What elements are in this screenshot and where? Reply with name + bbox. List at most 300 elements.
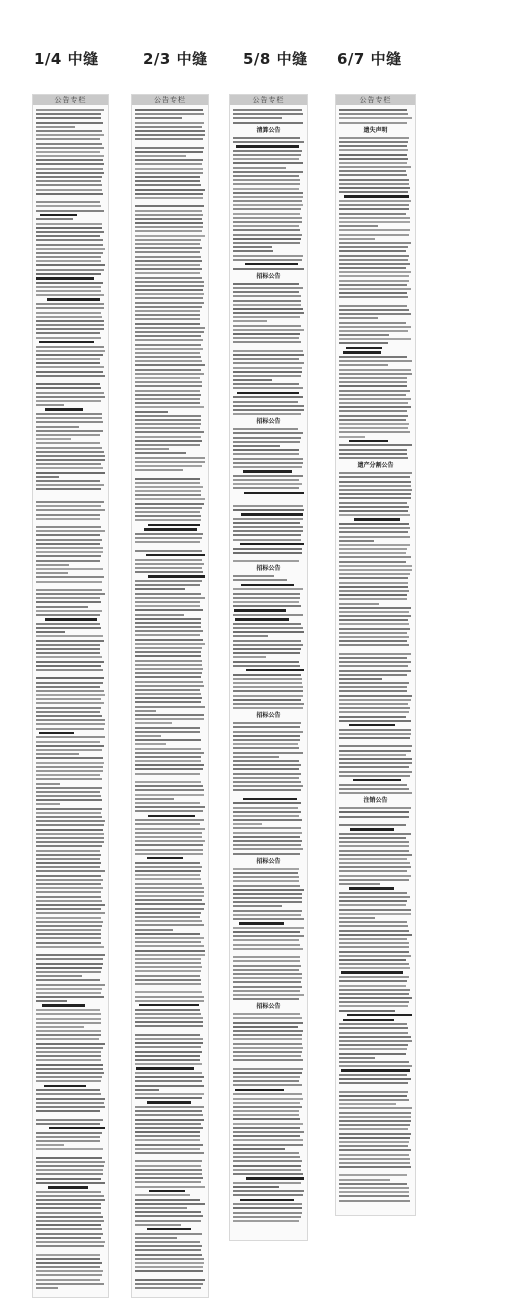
text-line <box>36 925 102 927</box>
text-line <box>135 1051 202 1053</box>
text-line <box>339 875 411 877</box>
text-line <box>233 893 302 895</box>
text-line <box>233 605 301 607</box>
text-line <box>233 631 304 633</box>
text-line <box>135 609 203 611</box>
text-line <box>36 1249 105 1251</box>
text-line <box>233 944 300 946</box>
text-line <box>45 618 97 621</box>
text-line <box>135 339 203 341</box>
text-line <box>144 528 197 531</box>
text-line <box>339 678 382 680</box>
text-line <box>233 1139 303 1141</box>
text-line <box>339 540 374 542</box>
text-line <box>135 802 200 804</box>
text-line <box>42 1004 85 1007</box>
text-line <box>36 117 101 119</box>
text-line <box>36 543 100 545</box>
text-line <box>135 406 204 408</box>
text-line <box>135 1274 205 1276</box>
text-line <box>233 868 299 870</box>
text-line <box>36 205 101 207</box>
text-line <box>36 294 104 296</box>
text-line <box>36 231 104 233</box>
text-line <box>135 887 204 889</box>
text-line <box>346 347 383 350</box>
text-line <box>36 669 103 671</box>
text-line <box>233 752 303 754</box>
text-line <box>233 500 304 502</box>
text-line <box>233 383 299 385</box>
text-line <box>339 489 412 491</box>
text-line <box>139 1004 199 1007</box>
text-line <box>135 878 201 880</box>
text-line <box>339 1087 412 1089</box>
text-line <box>233 445 280 447</box>
text-line <box>135 415 201 417</box>
text-line <box>339 745 412 747</box>
text-line <box>135 1127 203 1129</box>
text-line <box>233 1051 302 1053</box>
text-line <box>135 444 200 446</box>
text-line <box>135 210 202 212</box>
text-line <box>36 992 101 994</box>
text-line <box>36 967 102 969</box>
text-line <box>339 967 410 969</box>
text-line <box>36 937 101 939</box>
text-line <box>349 724 395 727</box>
text-line <box>135 277 202 279</box>
text-line <box>233 597 300 599</box>
text-line <box>36 539 102 541</box>
text-line <box>36 1119 103 1121</box>
text-line <box>135 966 202 968</box>
text-line <box>36 757 103 759</box>
text-line <box>135 853 203 855</box>
text-line <box>36 218 73 220</box>
text-line <box>339 229 410 231</box>
text-line <box>233 1186 279 1188</box>
text-line <box>36 180 101 182</box>
text-line <box>135 862 200 864</box>
text-line <box>339 741 412 743</box>
text-line <box>36 707 101 709</box>
text-line <box>36 829 103 831</box>
text-line <box>135 402 200 404</box>
text-line <box>135 201 205 203</box>
text-line <box>36 264 105 266</box>
text-line <box>36 896 101 898</box>
text-line <box>135 945 204 947</box>
text-line <box>135 507 202 509</box>
text-line <box>135 109 203 111</box>
text-line <box>135 1106 204 1108</box>
text-line <box>339 242 411 244</box>
text-line <box>339 410 407 412</box>
text-line <box>339 896 410 898</box>
text-line <box>36 430 103 432</box>
text-line <box>135 230 202 232</box>
text-line <box>135 546 205 548</box>
text-line <box>339 296 408 298</box>
text-line <box>36 682 103 684</box>
text-line <box>233 948 303 950</box>
text-line <box>36 1114 105 1116</box>
text-line <box>233 1207 302 1209</box>
text-line <box>339 544 410 546</box>
text-line <box>36 870 105 872</box>
text-line <box>36 1059 101 1061</box>
text-line <box>36 509 105 511</box>
text-line <box>135 970 201 972</box>
text-line <box>339 636 409 638</box>
text-line <box>135 1249 201 1251</box>
text-line <box>135 836 202 838</box>
text-line <box>135 718 204 720</box>
text-line <box>36 534 100 536</box>
text-line <box>135 172 203 174</box>
text-line <box>339 149 408 151</box>
text-line <box>36 442 100 444</box>
text-line <box>233 1127 300 1129</box>
text-line <box>233 354 304 356</box>
text-line <box>135 785 203 787</box>
text-line <box>339 1200 410 1202</box>
text-line <box>233 601 299 603</box>
text-line <box>135 1215 203 1217</box>
column-banner-3: 公告专栏 <box>230 95 307 105</box>
text-line <box>45 408 83 411</box>
text-line <box>339 377 407 379</box>
text-line <box>233 509 304 511</box>
text-line <box>341 971 403 974</box>
text-line <box>135 281 204 283</box>
text-line <box>36 122 103 124</box>
text-line <box>36 366 104 368</box>
text-line <box>339 807 411 809</box>
text-line <box>233 437 301 439</box>
text-line <box>339 398 411 400</box>
text-line <box>339 476 410 478</box>
text-line <box>233 287 303 289</box>
text-line <box>36 673 105 675</box>
text-line <box>233 441 300 443</box>
text-line <box>233 743 298 745</box>
text-line <box>135 478 200 480</box>
text-line <box>135 448 169 450</box>
text-line <box>233 735 300 737</box>
text-line <box>36 601 101 603</box>
text-line <box>36 854 101 856</box>
text-line <box>233 1026 298 1028</box>
text-line <box>36 392 104 394</box>
text-line <box>339 1141 409 1143</box>
text-line <box>135 189 205 191</box>
text-line <box>40 214 77 217</box>
text-line <box>36 1178 101 1180</box>
text-line <box>233 1123 303 1125</box>
text-line <box>36 467 103 469</box>
text-line <box>135 1072 202 1074</box>
text-line <box>135 486 203 488</box>
text-line <box>233 221 302 223</box>
text-line <box>339 733 411 735</box>
text-line <box>339 145 407 147</box>
text-line <box>339 854 412 856</box>
column-header-2: 2/3 中缝 <box>143 50 208 68</box>
text-line <box>36 576 104 578</box>
text-line <box>135 348 203 350</box>
text-line <box>36 753 79 755</box>
text-line <box>339 431 410 433</box>
text-line <box>135 622 201 624</box>
text-line <box>233 1093 302 1095</box>
text-line <box>135 760 201 762</box>
text-line <box>36 568 103 570</box>
text-line <box>339 1057 375 1059</box>
text-line <box>339 850 409 852</box>
text-line <box>339 845 409 847</box>
text-line <box>339 1183 407 1185</box>
text-line <box>135 143 205 145</box>
text-line <box>233 956 300 958</box>
text-line <box>36 518 100 520</box>
text-line <box>233 652 300 654</box>
text-line <box>344 195 409 198</box>
text-line <box>233 1022 303 1024</box>
text-line <box>36 210 104 212</box>
text-line <box>233 952 304 954</box>
text-line <box>135 764 204 766</box>
text-line <box>36 1072 104 1074</box>
text-line <box>339 921 407 923</box>
text-line <box>135 643 205 645</box>
notice-title: 招标公告 <box>256 418 281 426</box>
text-line <box>135 352 200 354</box>
text-line <box>36 623 100 625</box>
text-line <box>233 1110 299 1112</box>
notice-column-4 <box>335 94 416 1216</box>
text-line <box>36 749 102 751</box>
text-line <box>233 333 300 335</box>
text-line <box>233 994 304 996</box>
text-line <box>233 295 301 297</box>
text-line <box>36 1022 101 1024</box>
text-line <box>135 1211 201 1213</box>
text-line <box>339 1187 409 1189</box>
text-line <box>36 862 101 864</box>
text-line <box>349 440 388 443</box>
text-line <box>233 998 299 1000</box>
text-line <box>233 827 301 829</box>
text-line <box>36 426 79 428</box>
text-line <box>233 1152 299 1154</box>
text-line <box>233 756 279 758</box>
text-line <box>339 1032 408 1034</box>
text-line <box>36 963 103 965</box>
text-line <box>339 820 412 822</box>
text-line <box>135 222 203 224</box>
text-line <box>36 109 104 111</box>
text-line <box>233 793 304 795</box>
text-line <box>135 849 203 851</box>
text-line <box>135 193 203 195</box>
text-line <box>135 168 203 170</box>
text-line <box>36 1245 104 1247</box>
text-line <box>135 1114 203 1116</box>
text-line <box>36 795 101 797</box>
text-line <box>233 150 302 152</box>
text-line <box>135 515 201 517</box>
text-line <box>233 362 304 364</box>
text-line <box>36 1026 84 1028</box>
text-line <box>233 1194 303 1196</box>
text-line <box>339 930 409 932</box>
text-line <box>233 387 303 389</box>
text-line <box>36 606 88 608</box>
text-line <box>339 909 411 911</box>
text-line <box>135 398 200 400</box>
text-line <box>339 1023 407 1025</box>
text-line <box>339 117 412 119</box>
text-line <box>339 682 409 684</box>
text-line <box>233 760 299 762</box>
text-line <box>233 939 299 941</box>
text-line <box>135 1110 202 1112</box>
text-line <box>233 897 302 899</box>
text-line <box>339 811 409 813</box>
text-line <box>233 217 302 219</box>
text-line <box>233 479 299 481</box>
text-line <box>339 1078 411 1080</box>
text-line <box>339 238 375 240</box>
text-line <box>36 252 103 254</box>
text-line <box>36 1199 105 1201</box>
text-line <box>233 905 282 907</box>
notice-column-1 <box>32 94 109 1298</box>
text-line <box>135 739 201 741</box>
text-line <box>36 551 103 553</box>
text-line <box>36 1064 103 1066</box>
text-line <box>233 1169 301 1171</box>
text-line <box>36 138 100 140</box>
text-line <box>36 589 102 591</box>
text-line <box>233 458 303 460</box>
text-line <box>36 1228 102 1230</box>
text-line <box>233 707 303 709</box>
text-line <box>135 176 200 178</box>
text-line <box>233 1017 302 1019</box>
text-line <box>36 555 101 557</box>
column-header-1: 1/4 中缝 <box>34 50 99 68</box>
text-line <box>339 573 410 575</box>
text-line <box>36 1157 102 1159</box>
text-line <box>36 147 104 149</box>
text-line <box>36 741 100 743</box>
text-line <box>339 690 407 692</box>
text-line <box>233 341 301 343</box>
text-line <box>135 987 205 989</box>
text-line <box>36 770 103 772</box>
text-line <box>339 1149 411 1151</box>
text-line <box>36 1068 103 1070</box>
text-line <box>339 334 389 336</box>
text-line <box>233 1156 300 1158</box>
text-line <box>233 768 299 770</box>
text-line <box>135 1224 181 1226</box>
text-line <box>339 1048 407 1050</box>
text-line <box>135 1181 201 1183</box>
text-line <box>233 747 299 749</box>
text-line <box>233 1034 302 1036</box>
text-line <box>135 314 200 316</box>
text-line <box>36 762 104 764</box>
text-line <box>135 1262 204 1264</box>
text-line <box>339 436 365 438</box>
text-line <box>339 1099 409 1101</box>
text-line <box>233 200 302 202</box>
text-line <box>339 729 411 731</box>
text-line <box>339 234 409 236</box>
text-line <box>243 798 297 801</box>
text-line <box>135 1279 205 1281</box>
text-line <box>339 1091 408 1093</box>
text-line <box>233 530 303 532</box>
text-line <box>135 457 205 459</box>
text-line <box>339 879 409 881</box>
text-line <box>339 1036 411 1038</box>
text-line <box>233 466 302 468</box>
text-line <box>339 569 412 571</box>
text-line <box>135 533 203 535</box>
text-line <box>339 1112 411 1114</box>
text-line <box>36 476 59 478</box>
text-line <box>347 1014 412 1017</box>
text-line <box>36 130 102 132</box>
text-line <box>135 1085 204 1087</box>
text-line <box>36 1233 103 1235</box>
text-line <box>135 735 161 737</box>
text-line <box>135 1220 201 1222</box>
text-line <box>233 505 303 507</box>
text-line <box>233 644 303 646</box>
text-line <box>36 946 104 948</box>
column-header-4: 6/7 中缝 <box>337 50 402 68</box>
text-line <box>233 113 303 115</box>
text-line <box>339 1107 412 1109</box>
text-line <box>233 137 300 139</box>
text-line <box>233 722 301 724</box>
text-line <box>135 180 200 182</box>
column-banner-1: 公告专栏 <box>33 95 108 105</box>
text-line <box>36 497 105 499</box>
text-line <box>233 1102 300 1104</box>
text-line <box>339 444 412 446</box>
text-line <box>233 346 304 348</box>
text-line <box>241 584 294 587</box>
text-line <box>135 197 203 199</box>
text-line <box>135 331 204 333</box>
text-line <box>135 701 201 703</box>
text-line <box>339 582 408 584</box>
text-line <box>36 694 105 696</box>
text-line <box>339 792 412 794</box>
text-line <box>36 235 100 237</box>
text-line <box>36 163 104 165</box>
text-line <box>135 1148 200 1150</box>
text-line <box>36 820 105 822</box>
text-line <box>36 1093 101 1095</box>
